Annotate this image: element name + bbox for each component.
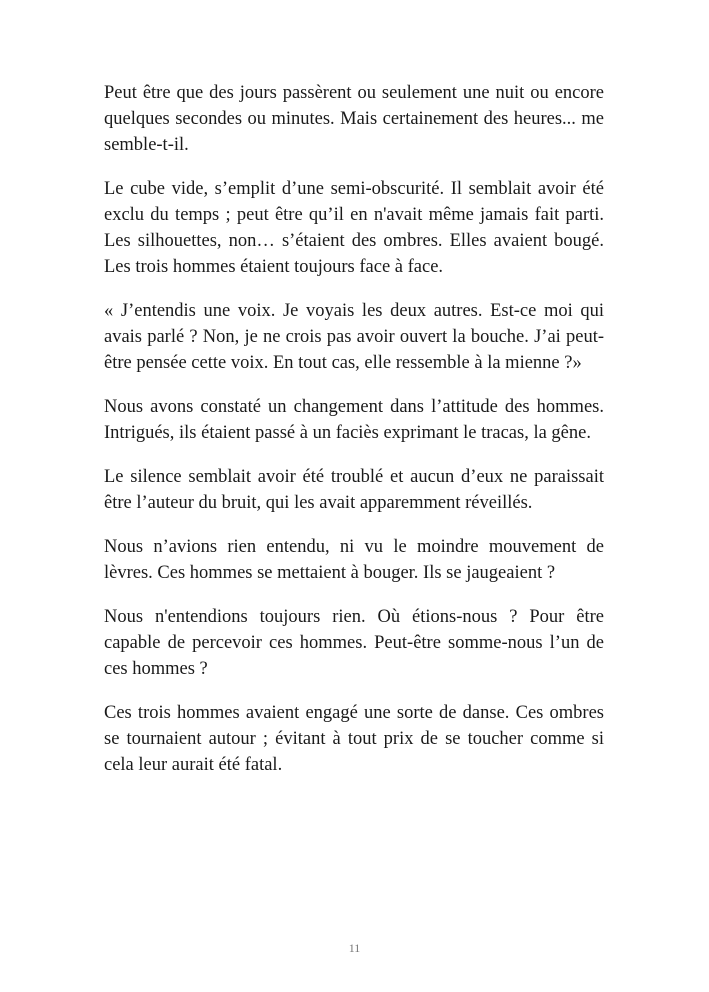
paragraph: Nous avons constaté un changement dans l’attitude des hommes. Intrigués, ils étaient passé à un faciès exprimant le tracas, la gêne.: [104, 397, 604, 443]
paragraph: Nous n'entendions toujours rien. Où étions-nous ? Pour être capable de percevoir ces hommes. Peut-être somme-nous l’un de ces hommes ?: [104, 607, 604, 679]
page-body: [104, 80, 604, 796]
page-number: 11: [348, 941, 361, 955]
paragraph: Nous n’avions rien entendu, ni vu le moindre mouvement de lèvres. Ces hommes se mettaient à bouger. Ils se jaugeaient ?: [104, 537, 604, 583]
paragraph: Le silence semblait avoir été troublé et aucun d’eux ne paraissait être l’auteur du bruit, qui les avait apparemment réveillés.: [104, 467, 604, 513]
paragraph: Ces trois hommes avaient engagé une sorte de danse. Ces ombres se tournaient autour ; évitant à tout prix de se toucher comme si cela leur aurait été fatal.: [104, 703, 604, 775]
paragraph: Peut être que des jours passèrent ou seulement une nuit ou encore quelques secondes ou minutes. Mais certainement des heures... me semble-t-il.: [104, 83, 604, 155]
paragraph: Le cube vide, s’emplit d’une semi-obscurité. Il semblait avoir été exclu du temps ; peut être qu’il en n'avait même jamais fait parti. Les silhouettes, non… s’étaient des ombres. Elles avaient bougé. Les trois hommes étaient toujours face à face.: [104, 179, 604, 277]
paragraph: « J’entendis une voix. Je voyais les deux autres. Est-ce moi qui avais parlé ? Non, je ne crois pas avoir ouvert la bouche. J’ai peut-être pensée cette voix. En tout cas, elle ressemble à la mienne ?»: [104, 301, 604, 373]
